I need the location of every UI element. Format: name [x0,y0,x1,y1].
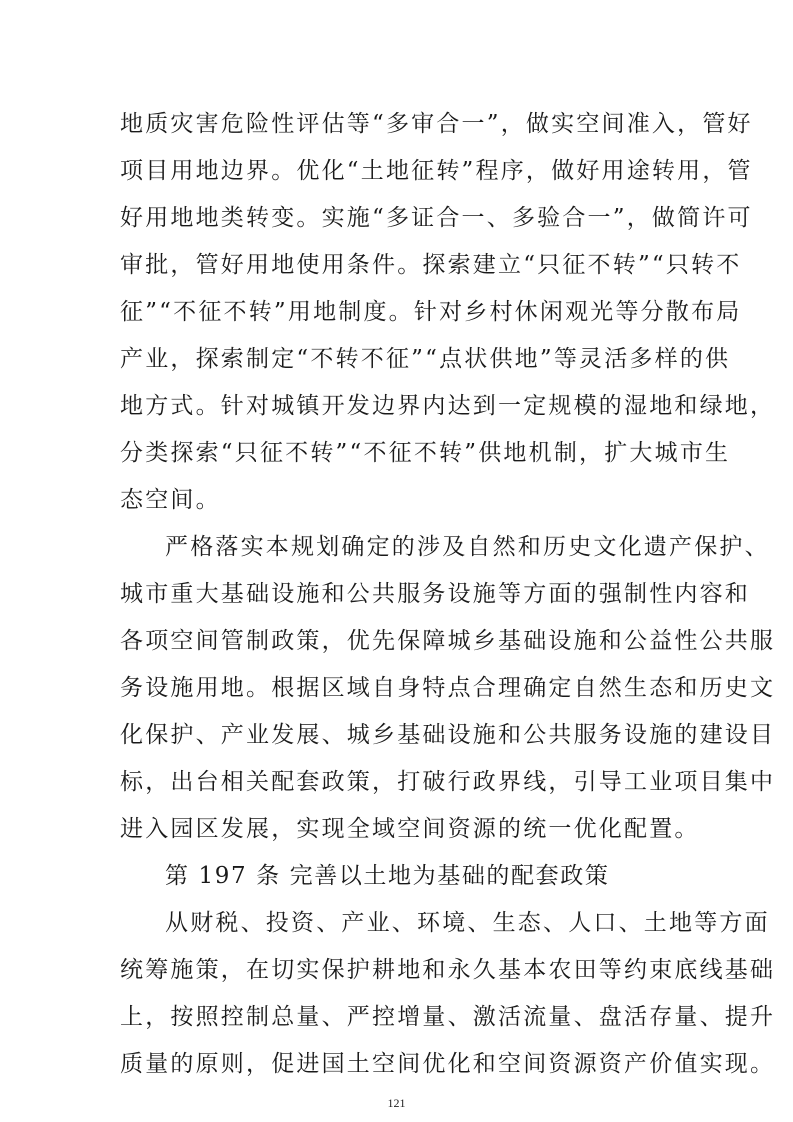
paragraph-1-line-5: 征”“不征不转”用地制度。针对乡村休闲观光等分散布局 [120,299,742,325]
paragraph-1-line-9: 态空间。 [120,487,221,513]
paragraph-1-line-2: 项目用地边界。优化“土地征转”程序，做好用途转用，管 [120,158,753,184]
paragraph-1-line-7: 地方式。针对城镇开发边界内达到一定规模的湿地和绿地， [120,393,776,419]
paragraph-2-line-3: 各项空间管制政策，优先保障城乡基础设施和公益性公共服 [120,628,776,654]
paragraph-2-line-5: 化保护、产业发展、城乡基础设施和公共服务设施的建设目 [120,722,776,748]
paragraph-3-line-4: 质量的原则，促进国土空间优化和空间资源资产价值实现。 [120,1051,776,1077]
paragraph-1-line-4: 审批，管好用地使用条件。探索建立“只征不转”“只转不 [120,252,742,278]
paragraph-2-line-4: 务设施用地。根据区域自身特点合理确定自然生态和历史文 [120,675,776,701]
paragraph-1-line-8: 分类探索“只征不转”“不征不转”供地机制，扩大城市生 [120,440,731,466]
paragraph-1-line-3: 好用地地类转变。实施“多证合一、多验合一”，做简许可 [120,205,753,231]
section-heading: 第 197 条 完善以土地为基础的配套政策 [165,863,610,889]
paragraph-2-line-6: 标，出台相关配套政策，打破行政界线，引导工业项目集中 [120,769,776,795]
paragraph-3-line-2: 统筹施策，在切实保护耕地和永久基本农田等约束底线基础 [120,957,776,983]
paragraph-3-line-3: 上，按照控制总量、严控增量、激活流量、盘活存量、提升 [120,1004,776,1030]
paragraph-2-line-7: 进入园区发展，实现全域空间资源的统一优化配置。 [120,816,700,842]
paragraph-3-line-1: 从财税、投资、产业、环境、生态、人口、土地等方面 [165,910,770,936]
paragraph-1-line-6: 产业，探索制定“不转不征”“点状供地”等灵活多样的供 [120,346,731,372]
page-number: 121 [387,1096,406,1110]
paragraph-2-line-1: 严格落实本规划确定的涉及自然和历史文化遗产保护、 [165,534,770,560]
paragraph-2-line-2: 城市重大基础设施和公共服务设施等方面的强制性内容和 [120,581,750,607]
paragraph-1-line-1: 地质灾害危险性评估等“多审合一”，做实空间准入，管好 [120,111,753,137]
